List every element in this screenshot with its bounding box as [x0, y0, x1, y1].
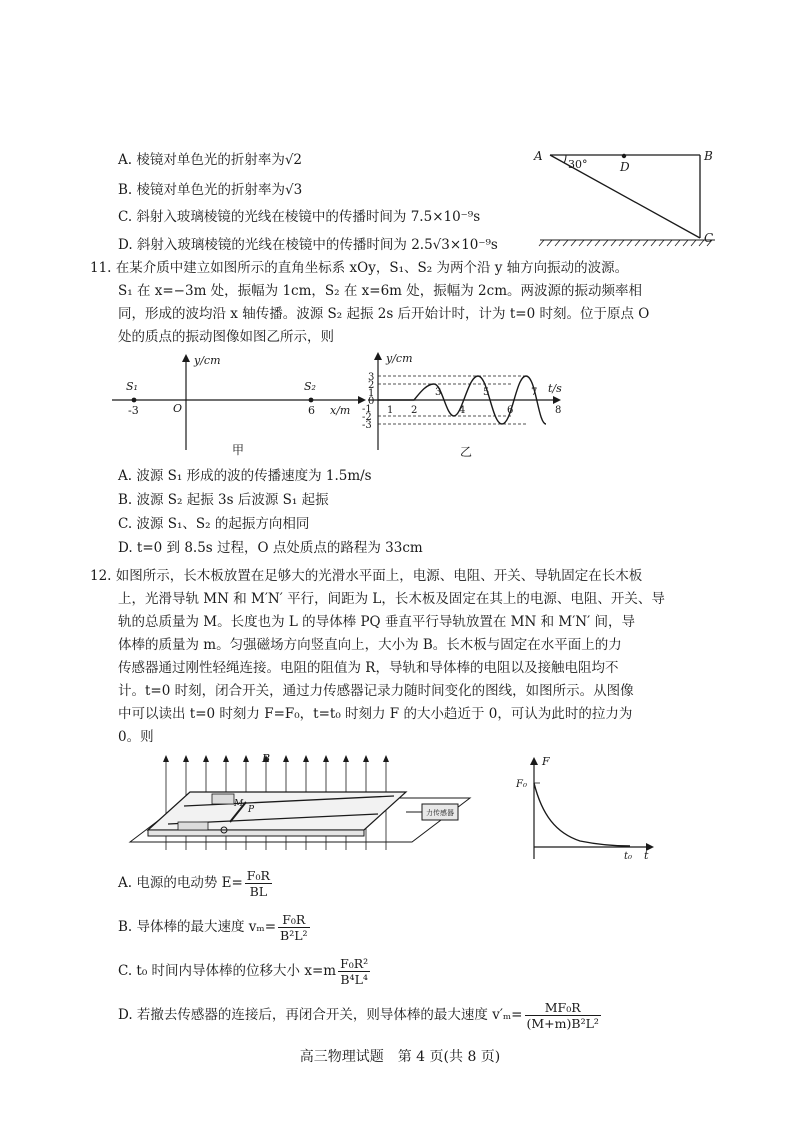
fraction-a-denominator: BL	[249, 884, 268, 899]
yi-y-axis-arrow	[374, 352, 382, 360]
t-axis-arrow	[553, 396, 561, 404]
q12-stem-line-1: 12. 如图所示，长木板放置在足够大的光滑水平面上，电源、电阻、开关、导轨固定在长木板	[90, 568, 643, 584]
graph-t0-label: t₀	[624, 851, 633, 862]
prism-figure	[520, 140, 730, 255]
q11-stem-line-2: S₁ 在 x=−3m 处，振幅为 1cm，S₂ 在 x=6m 处，振幅为 2cm。两波源的振动频率相	[118, 283, 642, 299]
decay-curve	[534, 783, 630, 846]
q11-option-a: A. 波源 S₁ 形成的波的传播速度为 1.5m/s	[118, 468, 372, 484]
fraction-a-numerator: F₀R	[246, 868, 270, 883]
yi-t-axis-label: t/s	[548, 382, 562, 395]
yi-t-tick-label: 4	[459, 405, 466, 416]
yi-t-tick-label: 1	[387, 405, 394, 416]
fraction-d-numerator: MF₀R	[525, 1000, 601, 1016]
yi-t-tick-labels	[387, 387, 561, 416]
s1-coordinate: -3	[128, 404, 139, 417]
angle-label: 30°	[568, 158, 588, 171]
q10-option-b: B. 棱镜对单色光的折射率为√3	[118, 182, 303, 198]
q12-option-d	[118, 1000, 603, 1031]
q12-option-c-prefix: C. t₀ 时间内导体棒的位移大小 x=m	[118, 963, 337, 979]
jia-y-axis-label: y/cm	[194, 354, 221, 367]
q11-stem-line-4: 处的质点的振动图像如图乙所示，则	[118, 329, 334, 345]
b-field-label: B	[262, 752, 271, 765]
source-s1	[132, 398, 137, 403]
s2-coordinate: 6	[308, 404, 315, 417]
yi-t-tick-label: 3	[435, 387, 442, 398]
yi-t-tick-label: 8	[555, 405, 562, 416]
q12-stem-line-8: 0。则	[118, 729, 154, 745]
q12-option-c	[118, 956, 372, 987]
power-source	[212, 794, 234, 804]
board-front-edge	[148, 830, 364, 836]
s2-label: S₂	[304, 380, 316, 393]
label-b: B	[704, 149, 713, 163]
origin-label: O	[173, 402, 183, 415]
p-label: P	[248, 805, 255, 815]
yi-y-axis-label: y/cm	[386, 352, 413, 365]
jia-x-axis-label: x/m	[330, 404, 351, 417]
yi-t-tick-label: 6	[507, 405, 514, 416]
fraction-c-denominator: B⁴L⁴	[340, 972, 368, 987]
q10-option-a: A. 棱镜对单色光的折射率为√2	[118, 152, 303, 168]
yi-t-tick-label: 7	[531, 387, 538, 398]
q11-option-d: D. t=0 到 8.5s 过程，O 点处质点的路程为 33cm	[118, 540, 423, 556]
label-c: C	[704, 231, 714, 245]
yi-y-tick-label: -3	[362, 420, 372, 431]
q12-option-b	[118, 912, 312, 943]
resistor-switch	[178, 822, 208, 830]
fraction-a	[245, 868, 272, 899]
field-arrows	[163, 755, 389, 762]
jia-caption: 甲	[232, 443, 245, 457]
graph-f-label: F	[542, 755, 550, 768]
label-a: A	[534, 149, 543, 163]
q12-stem-line-2: 上，光滑导轨 MN 和 M′N′ 平行，间距为 L，长木板及固定在其上的电源、电阻、开关、导	[118, 591, 665, 607]
fraction-b-denominator: B²L²	[280, 928, 308, 943]
yi-y-tick-label: 1	[368, 388, 375, 399]
q12-stem-line-4: 体棒的质量为 m。匀强磁场方向竖直向上，大小为 B。长木板与固定在水平面上的力	[118, 637, 622, 653]
yi-y-tick-label: 0	[368, 396, 375, 407]
angle-arc	[564, 155, 566, 163]
yi-y-tick-label: -1	[362, 404, 372, 415]
graph-t-label: t	[644, 849, 649, 862]
q12-option-d-prefix: D. 若撤去传感器的连接后，再闭合开关，则导体棒的最大速度 v′ₘ=	[118, 1007, 523, 1023]
yi-y-tick-label: 2	[368, 380, 375, 391]
y-axis-arrow	[182, 354, 190, 362]
q12-stem-line-5: 传感器通过刚性轻绳连接。电阻的阻值为 R，导轨和导体棒的电阻以及接触电阻均不	[118, 660, 619, 676]
apparatus-figure	[128, 750, 478, 860]
yi-caption: 乙	[460, 445, 473, 459]
s1-label: S₁	[126, 380, 138, 393]
q12-option-a	[118, 868, 274, 899]
label-d: D	[620, 160, 630, 174]
q12-option-a-prefix: A. 电源的电动势 E=	[118, 875, 243, 891]
fraction-d	[525, 1000, 601, 1031]
q11-option-b: B. 波源 S₂ 起振 3s 后波源 S₁ 起振	[118, 492, 329, 508]
q12-stem-line-7: 中可以读出 t=0 时刻力 F=F₀，t=t₀ 时刻力 F 的大小趋近于 0，可认为此时的拉力为	[118, 706, 633, 722]
page-footer: 高三物理试题 第 4 页(共 8 页)	[299, 1049, 501, 1065]
fraction-c-numerator: F₀R²	[340, 956, 369, 971]
q12-stem-line-6: 计。t=0 时刻，闭合开关，通过力传感器记录力随时间变化的图线，如图所示。从图像	[118, 683, 634, 699]
fraction-d-denominator: (M+m)B²L²	[526, 1016, 599, 1031]
fraction-c	[338, 956, 370, 987]
vibration-figure-yi	[348, 350, 578, 460]
yi-y-tick-label: 3	[368, 372, 375, 383]
m-label: M	[234, 799, 244, 809]
q10-option-d: D. 斜射入玻璃棱镜的光线在棱镜中的传播时间为 2.5√3×10⁻⁹s	[118, 237, 498, 253]
fraction-b-numerator: F₀R	[278, 912, 310, 928]
graph-f0-label: F₀	[516, 779, 527, 790]
q11-option-c: C. 波源 S₁、S₂ 的起振方向相同	[118, 516, 310, 532]
ground-hatching	[539, 240, 712, 246]
q11-stem-line-3: 同，形成的波均沿 x 轴传播。波源 S₂ 起振 2s 后开始计时，计为 t=0 时刻。位于原点 O	[118, 306, 650, 322]
q12-stem-line-3: 轨的总质量为 M。长度也为 L 的导体棒 PQ 垂直平行导轨放置在 MN 和 M′N′ 间，导	[118, 614, 635, 630]
q12-option-b-prefix: B. 导体棒的最大速度 vₘ=	[118, 919, 277, 935]
fraction-b	[278, 912, 310, 943]
wave-figure-jia	[108, 350, 368, 460]
yi-t-tick-label: 2	[411, 405, 418, 416]
source-s2	[309, 398, 314, 403]
q11-stem-line-1: 11. 在某介质中建立如图所示的直角坐标系 xOy，S₁、S₂ 为两个沿 y 轴方向振动的波源。	[90, 260, 629, 276]
yi-t-tick-label: 5	[483, 387, 490, 398]
q10-option-c: C. 斜射入玻璃棱镜的光线在棱镜中的传播时间为 7.5×10⁻⁹s	[118, 209, 481, 225]
force-sensor-label: 力传感器	[426, 809, 454, 817]
yi-y-tick-labels	[362, 372, 374, 431]
graph-f-arrow	[530, 757, 538, 765]
yi-y-tick-label: -2	[362, 412, 372, 423]
point-d	[622, 154, 626, 158]
force-time-graph	[510, 755, 660, 863]
